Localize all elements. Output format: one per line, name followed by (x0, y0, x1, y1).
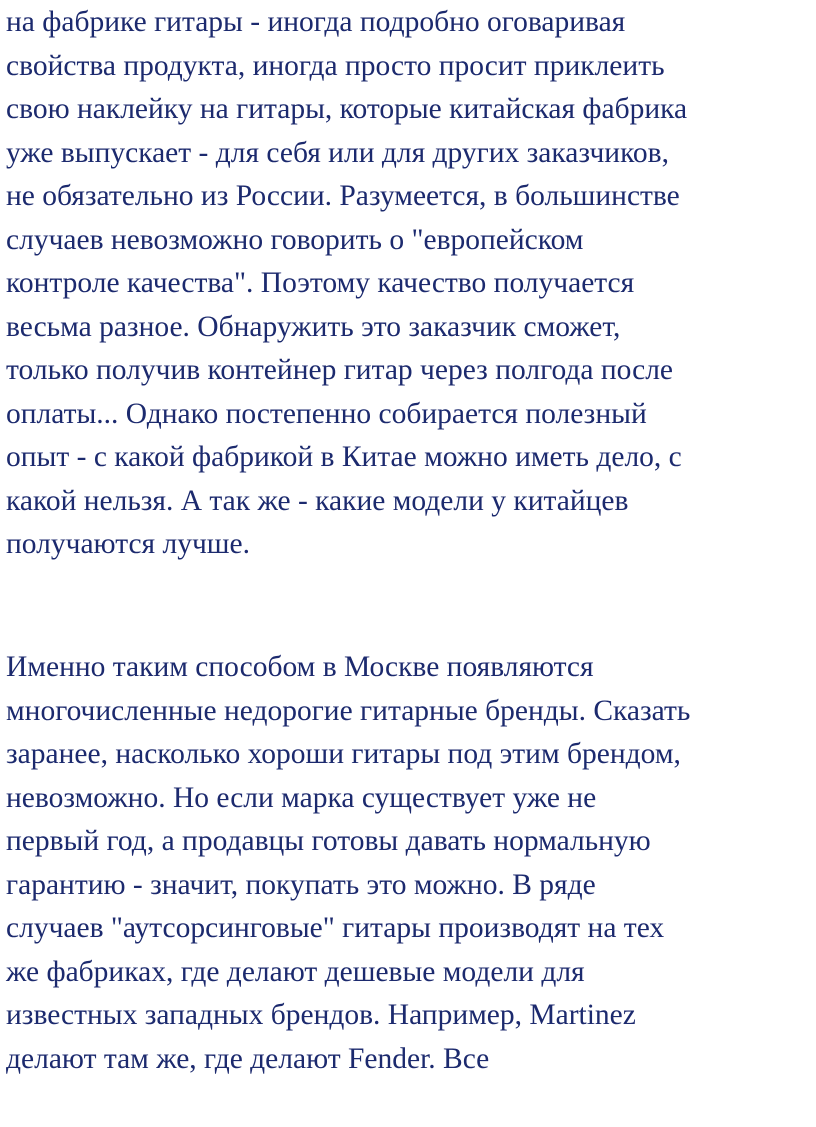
text-line: же фабриках, где делают дешевые модели для (6, 955, 585, 988)
text-line: контроле качества". Поэтому качество получается (6, 267, 635, 299)
text-line: многочисленные недорогие гитарные бренды. Сказать (6, 694, 691, 727)
text-line: свойства продукта, иногда просто просит приклеить (6, 49, 665, 82)
text-line: случаев невозможно говорить о "европейском (6, 223, 584, 256)
text-line: на фабрике гитары - иногда подробно оговаривая (6, 6, 626, 38)
text-line: случаев "аутсорсинговые" гитары производят на тех (6, 912, 665, 944)
text-line: гарантию - значит, покупать это можно. В ряде (6, 868, 596, 901)
text-line: оплаты... Однако постепенно собирается полезный (6, 397, 647, 430)
text-line: какой нельзя. А так же - какие модели у китайцев (6, 484, 629, 517)
text-line: только получив контейнер гитар через полгода после (6, 354, 674, 386)
text-line: получаются лучше. (6, 528, 250, 560)
text-line: известных западных брендов. Например, Martinez (6, 999, 636, 1031)
paragraph-2 (6, 646, 816, 1081)
text-line: не обязательно из России. Разумеется, в большинстве (6, 180, 680, 212)
text-line: первый год, а продавцы готовы давать нормальную (6, 825, 651, 857)
text-line: уже выпускает - для себя или для других заказчиков, (6, 136, 669, 169)
text-line: опыт - с какой фабрикой в Китае можно иметь дело, с (6, 441, 682, 473)
text-line: весьма разное. Обнаружить это заказчик сможет, (6, 310, 621, 343)
text-line: свою наклейку на гитары, которые китайская фабрика (6, 93, 688, 125)
text-line: заранее, насколько хороши гитары под этим брендом, (6, 738, 681, 770)
text-line: невозможно. Но если марка существует уже не (6, 781, 597, 814)
text-line: делают там же, где делают Fender. Все (6, 1042, 490, 1075)
text-line: Именно таким способом в Москве появляются (6, 651, 594, 683)
paragraph-1 (6, 1, 816, 567)
